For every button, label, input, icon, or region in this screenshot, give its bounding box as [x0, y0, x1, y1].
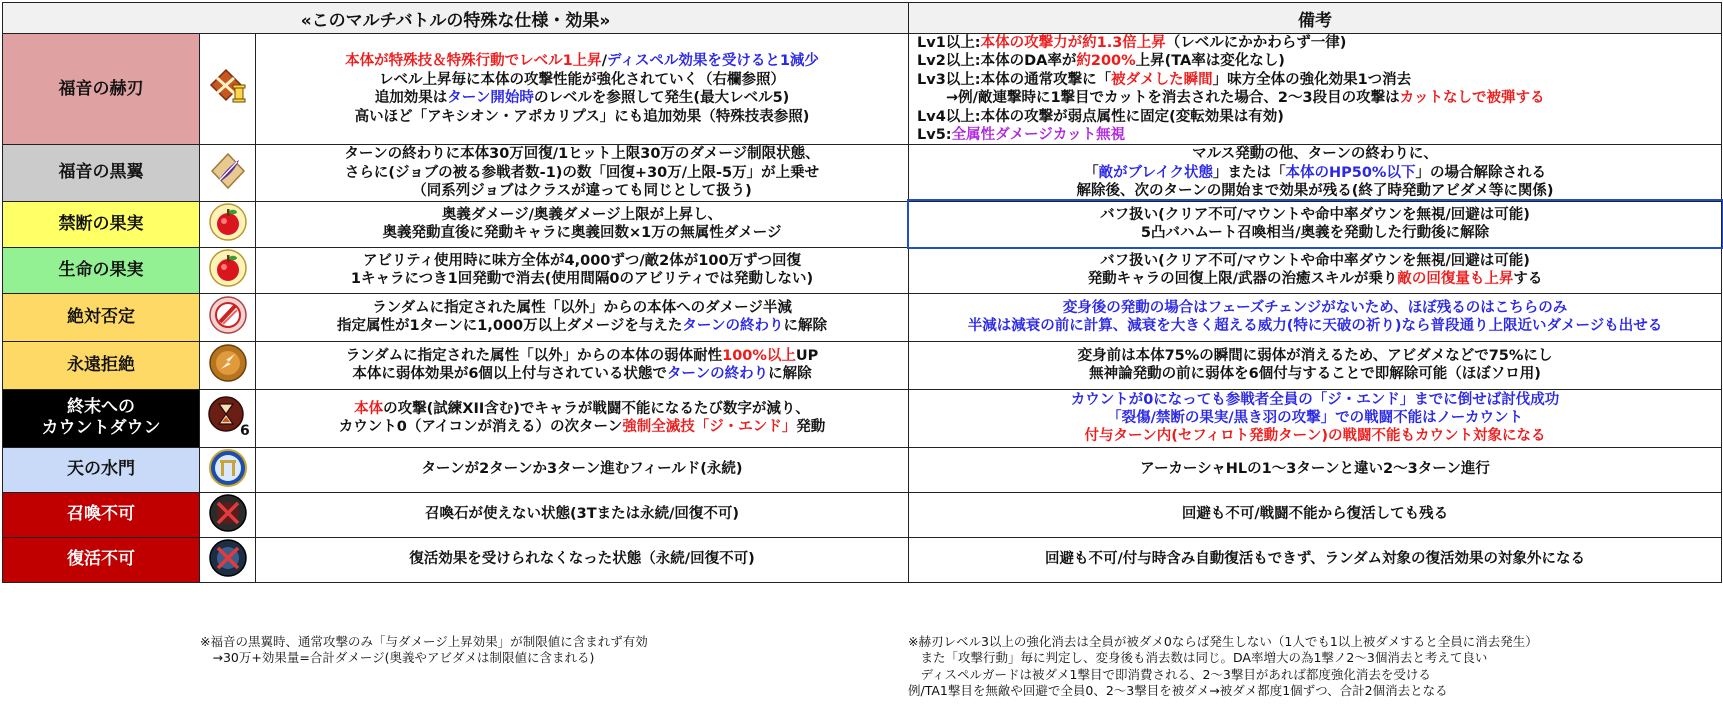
text-run: 」の場合解除される [1415, 164, 1546, 181]
effect-row [3, 247, 1722, 293]
text-run: →例/敵連撃時に1撃目でカットを消去された場合、2～3段目の攻撃は [917, 90, 1400, 107]
text-run: 敵の回復量も上昇 [1397, 271, 1514, 288]
footnote-line: ※赫刃レベル3以上の強化消去は全員が被ダメ0ならば発生しない（1人でも1以上被ダメすると全員に消去発生） [908, 634, 1538, 649]
text-run: 「 [1084, 164, 1099, 181]
header-notes: 備考 [909, 3, 1722, 34]
effect-name: 絶対否定 [3, 293, 200, 341]
footnote-line: ※福音の黒翼時、通常攻撃のみ「与ダメージ上昇効果」が制限値に含まれず有効 [200, 634, 648, 649]
text-run: アビリティ使用時に味方全体が4,000ずつ/敵2体が100万ずつ回復 [362, 252, 802, 269]
text-run: 本体の攻撃力が約1.3倍上昇 [980, 35, 1166, 51]
effect-notes [909, 34, 1722, 145]
text-run: ターンの終わりに本体30万回復/1ヒット上限30万のダメージ制限状態、 [344, 146, 820, 163]
header-main: «このマルチバトルの特殊な仕様・効果» [3, 3, 909, 34]
effect-icon-cell [200, 145, 256, 201]
effect-name: 生命の果実 [3, 247, 200, 293]
header-row [3, 3, 1722, 34]
text-run: さらに(ジョブの被る参戦者数-1)の数「回復+30万/上限-5万」が上乗せ [344, 164, 820, 181]
footnote-line: 例/TA1撃目を無敵や回避で全員0、2～3撃目を被ダメ→被ダメ都度1個ずつ、合計2個消去となる [908, 682, 1448, 698]
effect-notes [909, 447, 1722, 492]
slash-shield-icon [208, 320, 248, 339]
effect-row [3, 492, 1722, 537]
effect-name: 召喚不可 [3, 492, 200, 537]
effect-name: 福音の黒翼 [3, 145, 200, 201]
text-run: 指定属性が1ターンに1,000万以上ダメージを与えた [336, 318, 683, 335]
text-run: ターンが2ターンか3ターン進むフィールド(永続) [421, 461, 743, 478]
effect-notes [909, 145, 1722, 201]
effects-table [2, 2, 1722, 583]
text-run: 発動キャラの回復上限/武器の治癒スキルが乗り [1087, 271, 1398, 288]
text-run: カウント0（アイコンが消える）の次ターン [338, 419, 623, 436]
effect-icon-cell [200, 341, 256, 389]
text-run: 半減は減衰の前に計算、減衰を大きく超える威力(特に天破の祈り)なら普段通り上限近いダメージも出せる [967, 318, 1663, 335]
text-run: ターン開始時 [447, 90, 534, 107]
text-run: バフ扱い(クリア不可/マウントや命中率ダウンを無視/回避は可能) [1100, 252, 1530, 269]
text-run: 召喚石が使えない状態(3Tまたは永続/回復不可) [424, 506, 740, 523]
footnote-left [200, 634, 880, 667]
text-run: 「裂傷/禁断の果実/黒き羽の攻撃」での戦闘不能はノーカウント [1107, 409, 1523, 426]
effect-icon-cell [200, 201, 256, 247]
effect-description [256, 537, 909, 582]
text-run: Lv5: [917, 127, 952, 144]
text-run: ランダムに指定された属性「以外」からの本体へのダメージ半減 [372, 299, 792, 316]
text-run: 奥義発動直後に発動キャラに奥義回数×1万の無属性ダメージ [382, 225, 782, 242]
text-run: 約200% [1076, 53, 1136, 70]
text-run: ターンの終わり [682, 318, 784, 335]
revive-seal-icon [208, 563, 248, 582]
text-run: 追加効果は [374, 90, 448, 107]
effect-icon-cell [200, 389, 256, 447]
effect-name: 永遠拒絶 [3, 341, 200, 389]
text-run: バフ扱い(クリア不可/マウントや命中率ダウンを無視/回避は可能) [1100, 206, 1530, 223]
effect-row [3, 201, 1722, 247]
effect-row [3, 34, 1722, 145]
effect-row [3, 341, 1722, 389]
effect-row [3, 447, 1722, 492]
effect-icon-cell [200, 537, 256, 582]
effect-notes [909, 293, 1722, 341]
text-run: Lv4以上:本体の攻撃が弱点属性に固定(変転効果は有効) [917, 108, 1284, 125]
effect-icon-cell [200, 492, 256, 537]
text-run: 奥義ダメージ/奥義ダメージ上限が上昇し、 [441, 206, 723, 223]
text-run: 発動 [796, 419, 826, 436]
text-run: 本体 [354, 400, 384, 417]
text-run: 100%以上 [722, 347, 796, 364]
effect-description [256, 34, 909, 145]
red-apple-icon [208, 227, 248, 246]
text-run: 敵がブレイク状態 [1098, 164, 1213, 181]
summon-seal-icon [208, 518, 248, 537]
effect-name: 天の水門 [3, 447, 200, 492]
effect-description [256, 492, 909, 537]
text-run: 付与ターン内(セフィロト発動ターン)の戦闘不能もカウント対象になる [1084, 428, 1546, 445]
effect-description [256, 145, 909, 201]
text-run: UP [795, 347, 819, 364]
text-run: 復活効果を受けられなくなった状態（永続/回復不可) [409, 551, 755, 568]
effect-icon-cell [200, 247, 256, 293]
text-run: ランダムに指定された属性「以外」からの本体の弱体耐性 [345, 347, 723, 364]
text-run: ターンの終わり [666, 366, 769, 383]
effect-description [256, 447, 909, 492]
text-run: （レベルにかかわらず一律) [1165, 35, 1347, 51]
green-apple-icon [208, 273, 248, 292]
text-run: 」または「 [1212, 164, 1286, 181]
text-run: 1キャラにつき1回発動で消去(使用間隔0のアビリティでは発動しない) [350, 271, 814, 288]
text-run: 本体が特殊技＆特殊行動でレベル1上昇 [345, 53, 602, 70]
text-run: マルス発動の他、ターンの終わりに、 [1192, 146, 1438, 163]
effect-name: 禁断の果実 [3, 201, 200, 247]
text-run: 解除後、次のターンの開始まで効果が残る(終了時発動アビダメ等に関係) [1076, 183, 1554, 200]
effect-notes [909, 247, 1722, 293]
text-run: 強制全滅技「ジ・エンド」 [622, 419, 797, 436]
text-run: に解除 [783, 318, 828, 335]
text-run: 」味方全体の強化効果1つ消去 [1212, 71, 1412, 88]
effect-description [256, 247, 909, 293]
text-run: 無神論発動の前に弱体を6個付与することで即解除可能（ほぼソロ用) [1089, 366, 1541, 383]
footnote-line: ディスペルガードは被ダメ1撃目で即消費される、2～3撃目があれば都度強化消去を受ける [908, 666, 1431, 682]
effect-description [256, 389, 909, 447]
svg-text:6: 6 [239, 423, 249, 438]
text-run: レベル上昇毎に本体の攻撃性能が強化されていく（右欄参照） [379, 71, 785, 88]
text-run: 変身前は本体75%の瞬間に弱体が消えるため、アビダメなどで75%にし [1077, 347, 1553, 364]
text-run: / [601, 53, 607, 70]
text-run: カウントが0になっても参戦者全員の「ジ・エンド」までに倒せば討伐成功 [1070, 391, 1560, 408]
text-run: 5凸バハムート召喚相当/奥義を発動した行動後に解除 [1140, 225, 1490, 242]
text-run: 本体のHP50%以下 [1285, 164, 1416, 181]
hourglass-countdown-icon [207, 422, 249, 441]
effect-row [3, 537, 1722, 582]
effect-icon-cell [200, 293, 256, 341]
text-run: （同系列ジョブはクラスが違っても同じとして扱う) [412, 183, 752, 200]
effect-notes [909, 389, 1722, 447]
effect-row [3, 293, 1722, 341]
sky-gate-icon [208, 473, 248, 492]
effect-name: 終末への カウントダウン [3, 389, 200, 447]
crossed-blades-roman-one-icon [208, 92, 248, 111]
text-run: の攻撃(試練XII含む)でキャラが戦闘不能になるたび数字が減り、 [383, 400, 810, 417]
effect-name: 復活不可 [3, 537, 200, 582]
effect-notes [909, 341, 1722, 389]
effect-description [256, 201, 909, 247]
black-feather-icon [208, 176, 248, 195]
text-run: に解除 [768, 366, 812, 383]
broken-shield-icon [208, 368, 248, 387]
text-run: アーカーシャHLの1～3ターンと違い2～3ターン進行 [1140, 461, 1490, 478]
text-run: 回避も不可/付与時含み自動復活もできず、ランダム対象の復活効果の対象外になる [1044, 551, 1586, 568]
text-run: Lv1以上: [917, 35, 981, 51]
footnote-line: また「攻撃行動」毎に判定し、変身後も消去数は同じ。DA率増大の為1撃ノ2～3個消去と考えて良い [908, 650, 1488, 666]
effect-notes [909, 492, 1722, 537]
effect-icon-cell [200, 34, 256, 145]
effect-name: 福音の赫刃 [3, 34, 200, 145]
effect-icon-cell [200, 447, 256, 492]
effect-row [3, 389, 1722, 447]
text-run: 高いほど「アキシオン・アポカリプス」にも追加効果（特殊技表参照) [354, 108, 810, 125]
text-run: 被ダメした瞬間 [1111, 71, 1213, 88]
text-run: のレベルを参照して発生(最大レベル5) [533, 90, 790, 107]
footnote-right [908, 634, 1718, 699]
effect-description [256, 341, 909, 389]
text-run: Lv2以上:本体のDA率が [917, 53, 1077, 70]
effect-notes [909, 201, 1722, 247]
effect-notes [909, 537, 1722, 582]
text-run: カットなしで被弾する [1399, 90, 1545, 107]
effect-row [3, 145, 1722, 201]
text-run: 上昇(TA率は変化なし) [1135, 53, 1285, 70]
text-run: ディスペル効果を受けると1減少 [606, 53, 819, 70]
footnote-line: →30万+効果量=合計ダメージ(奥義やアビダメは制限値に含まれる) [200, 650, 595, 666]
text-run: 全属性ダメージカット無視 [951, 127, 1126, 144]
effect-description [256, 293, 909, 341]
text-run: する [1513, 271, 1543, 288]
text-run: 変身後の発動の場合はフェーズチェンジがないため、ほぼ残るのはこちらのみ [1062, 299, 1568, 316]
text-run: 本体に弱体効果が6個以上付与されている状態で [352, 366, 667, 383]
text-run: 回避も不可/戦闘不能から復活しても残る [1181, 506, 1449, 523]
text-run: Lv3以上:本体の通常攻撃に「 [917, 71, 1112, 88]
